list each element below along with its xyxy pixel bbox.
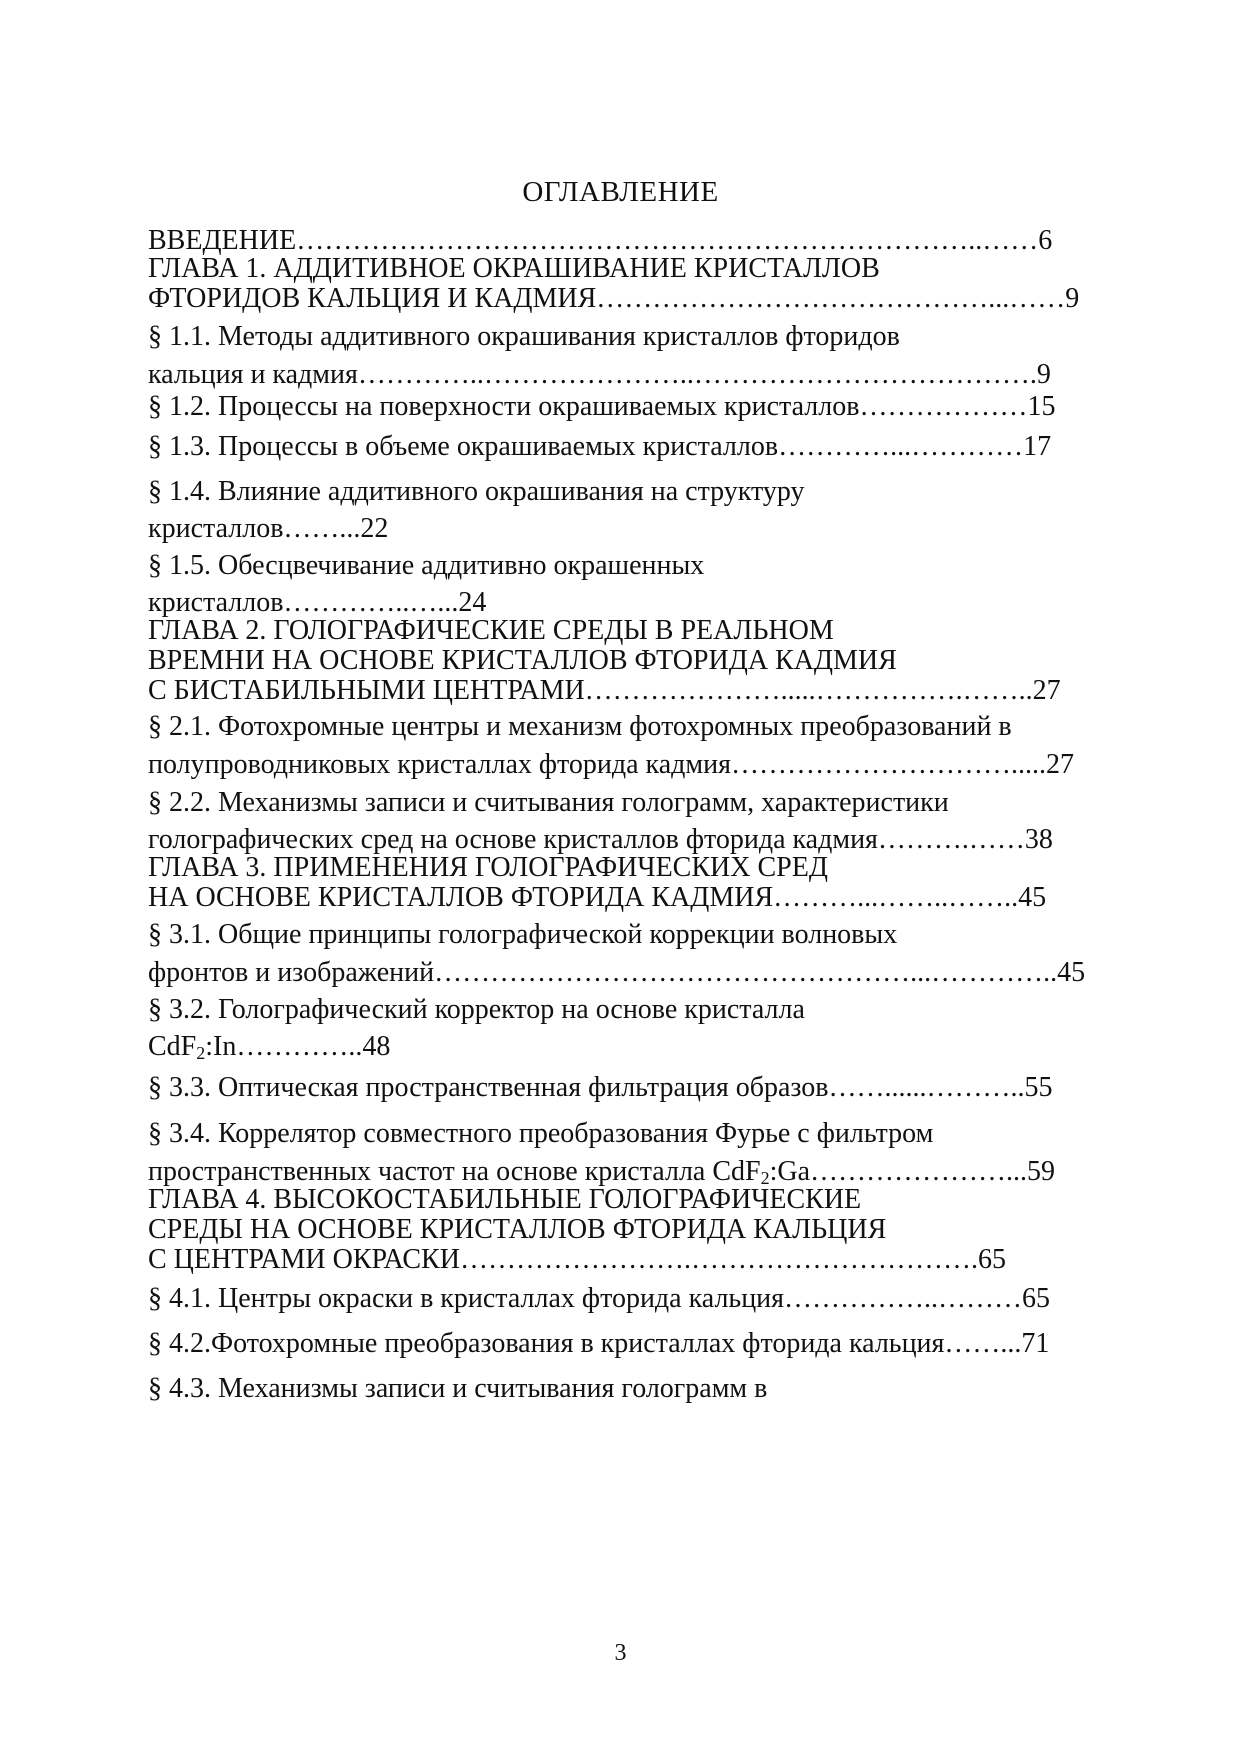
toc-section-1-5-line-2: кристаллов…………..…...24: [148, 587, 487, 618]
toc-section-3-3: § 3.3. Оптическая пространственная фильтрация образов……......………..55: [148, 1072, 1053, 1103]
cdf-in-prefix: CdF: [148, 1031, 197, 1062]
toc-chapter-1-line-2: ФТОРИДОВ КАЛЬЦИЯ И КАДМИЯ……………………………………...……9: [148, 283, 1080, 314]
toc-section-3-4-line-1: § 3.4. Коррелятор совместного преобразования Фурье с фильтром: [148, 1118, 934, 1149]
toc-chapter-4-line-3: С ЦЕНТРАМИ ОКРАСКИ…………………….………………………….65: [148, 1244, 1006, 1275]
toc-section-3-2-line-1: § 3.2. Голографический корректор на основе кристалла: [148, 994, 805, 1025]
toc-chapter-1-line-1: ГЛАВА 1. АДДИТИВНОЕ ОКРАШИВАНИЕ КРИСТАЛЛОВ: [148, 253, 880, 284]
toc-section-1-3: § 1.3. Процессы в объеме окрашиваемых кристаллов…………...…………17: [148, 431, 1052, 462]
toc-section-3-1-line-1: § 3.1. Общие принципы голографической коррекции волновых: [148, 919, 898, 950]
cdf-ga-subscript: 2: [760, 1168, 770, 1188]
toc-section-1-2: § 1.2. Процессы на поверхности окрашиваемых кристаллов………………15: [148, 391, 1056, 422]
toc-chapter-3-line-1: ГЛАВА 3. ПРИМЕНЕНИЯ ГОЛОГРАФИЧЕСКИХ СРЕД: [148, 852, 828, 883]
toc-section-4-1: § 4.1. Центры окраски в кристаллах фторида кальция……………..………65: [148, 1283, 1051, 1314]
toc-chapter-3-line-2: НА ОСНОВЕ КРИСТАЛЛОВ ФТОРИДА КАДМИЯ………...……..……..45: [148, 882, 1047, 913]
toc-chapter-2-line-1: ГЛАВА 2. ГОЛОГРАФИЧЕСКИЕ СРЕДЫ В РЕАЛЬНОМ: [148, 615, 834, 646]
toc-chapter-4-line-2: СРЕДЫ НА ОСНОВЕ КРИСТАЛЛОВ ФТОРИДА КАЛЬЦИЯ: [148, 1214, 887, 1245]
toc-section-2-1-line-1: § 2.1. Фотохромные центры и механизм фотохромных преобразований в: [148, 711, 1012, 742]
toc-section-2-1-line-2: полупроводниковых кристаллах фторида кадмия………………………….....27: [148, 749, 1074, 780]
cdf-ga-prefix: пространственных частот на основе кристалла CdF: [148, 1156, 761, 1187]
cdf-in-suffix: :In…………..48: [205, 1031, 391, 1062]
toc-section-1-1-line-2: кальция и кадмия…………..…………………..……………………………….9: [148, 359, 1051, 390]
cdf-in-subscript: 2: [196, 1043, 206, 1063]
cdf-ga-suffix: :Ga…………………...59: [769, 1156, 1056, 1187]
toc-section-1-4-line-1: § 1.4. Влияние аддитивного окрашивания на структуру: [148, 476, 805, 507]
toc-section-1-5-line-1: § 1.5. Обесцвечивание аддитивно окрашенных: [148, 550, 705, 581]
toc-chapter-4-line-1: ГЛАВА 4. ВЫСОКОСТАБИЛЬНЫЕ ГОЛОГРАФИЧЕСКИЕ: [148, 1184, 862, 1215]
toc-chapter-2-line-3: С БИСТАБИЛЬНЫМИ ЦЕНТРАМИ………………….....…………….……..27: [148, 675, 1061, 706]
toc-section-3-1-line-2: фронтов и изображений……………………………………………...…………..45: [148, 957, 1086, 988]
toc-introduction: ВВЕДЕНИЕ………………………………………………………………..……6: [148, 225, 1053, 256]
toc-section-4-3: § 4.3. Механизмы записи и считывания голограмм в: [148, 1373, 768, 1404]
page-number: 3: [614, 1640, 627, 1666]
toc-chapter-2-line-2: ВРЕМНИ НА ОСНОВЕ КРИСТАЛЛОВ ФТОРИДА КАДМИЯ: [148, 645, 897, 676]
page-title: ОГЛАВЛЕНИЕ: [522, 176, 719, 208]
toc-section-2-2-line-2: голографических сред на основе кристаллов фторида кадмия……….……38: [148, 824, 1053, 855]
toc-section-1-4-line-2: кристаллов……...22: [148, 513, 389, 544]
toc-section-3-2-line-2: [148, 1030, 390, 1070]
toc-section-4-2: § 4.2.Фотохромные преобразования в кристаллах фторида кальция……...71: [148, 1328, 1050, 1359]
toc-section-1-1-line-1: § 1.1. Методы аддитивного окрашивания кристаллов фторидов: [148, 321, 900, 352]
toc-section-2-2-line-1: § 2.2. Механизмы записи и считывания голограмм, характеристики: [148, 787, 949, 818]
